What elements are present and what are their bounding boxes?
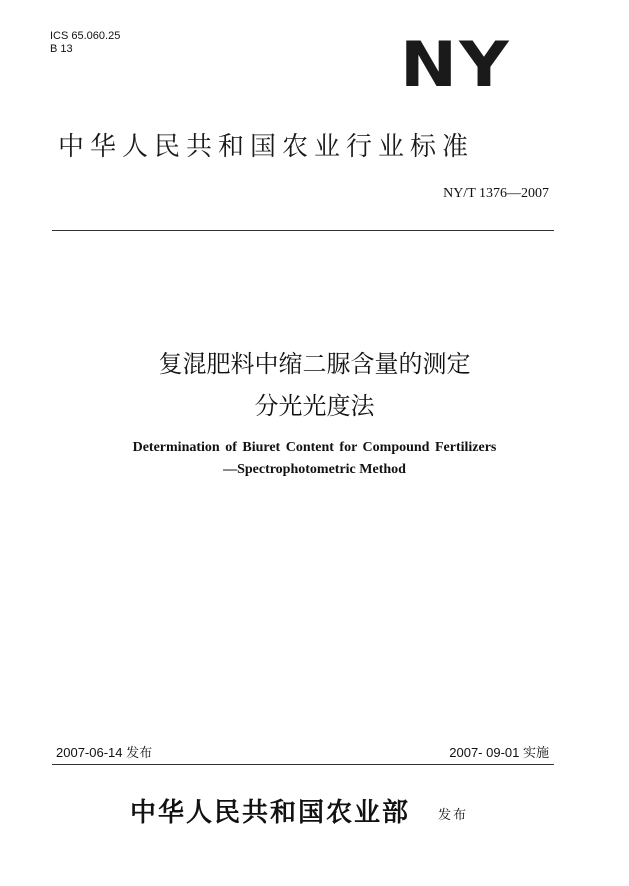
bottom-divider	[52, 764, 554, 765]
document-title-en-line1: Determination of Biuret Content for Compound Fertilizers	[132, 440, 497, 455]
document-title-zh-line1: 复混肥料中缩二脲含量的测定	[158, 350, 471, 378]
ccs-code: B 13	[50, 43, 73, 55]
standard-code: NY/T 1376—2007	[443, 186, 549, 201]
ny-logo: NY	[400, 28, 511, 101]
standard-category-title: 中华人民共和国农业行业标准	[58, 132, 475, 162]
ics-code: ICS 65.060.25	[50, 30, 121, 42]
issuing-authority: 中华人民共和国农业部	[130, 798, 411, 828]
classification-codes	[50, 30, 120, 56]
top-divider	[52, 230, 554, 231]
document-title-en-line2: —Spectrophotometric Method	[223, 462, 406, 477]
document-title-zh-line2: 分光光度法	[254, 392, 375, 420]
issue-date: 2007-06-14 发布	[56, 745, 153, 760]
implementation-date: 2007- 09-01 实施	[449, 745, 549, 760]
issuing-authority-suffix: 发布	[438, 808, 469, 823]
